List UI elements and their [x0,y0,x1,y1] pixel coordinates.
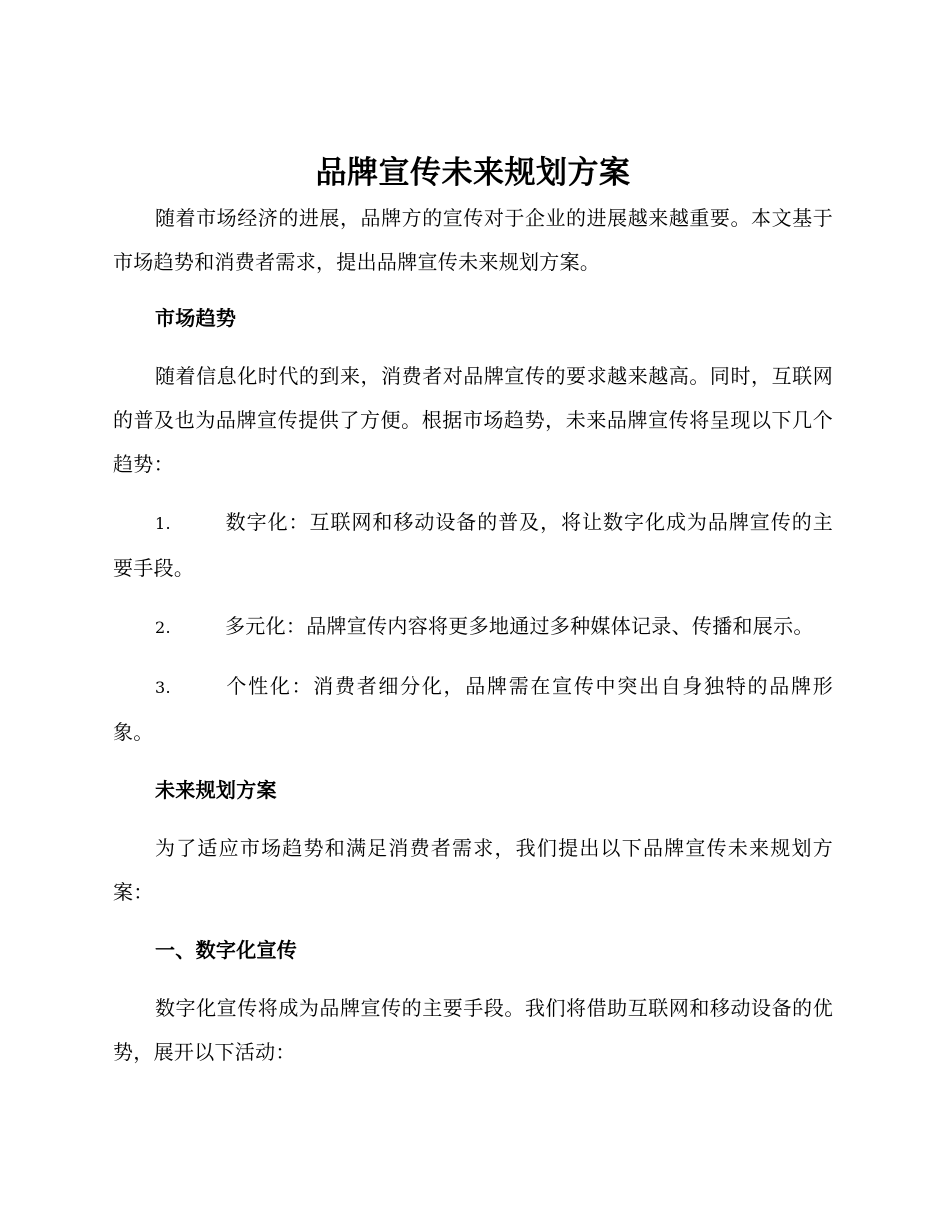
document-title: 品牌宣传未来规划方案 [315,155,631,191]
trend-list [113,500,833,754]
list-item-text: 多元化：品牌宣传内容将更多地通过多种媒体记录、传播和展示。 [225,614,814,638]
list-number: 2. [155,618,171,637]
list-number: 3. [155,678,171,697]
section-heading-digital-promotion: 一、数字化宣传 [155,938,298,962]
spacer [113,590,833,604]
list-item [113,604,833,650]
section-heading-future-plan: 未来规划方案 [155,778,277,802]
spacer [113,972,833,986]
market-trends-paragraph: 随着信息化时代的到来，消费者对品牌宣传的要求越来越高。同时，互联网的普及也为品牌宣传提供了方便。根据市场趋势，未来品牌宣传将呈现以下几个趋势： [113,364,833,476]
list-item-text: 个性化：消费者细分化，品牌需在宣传中突出自身独特的品牌形象。 [113,674,833,744]
list-item [113,500,833,590]
spacer [113,486,833,500]
spacer [113,650,833,664]
spacer [113,914,833,928]
list-item [113,664,833,754]
future-plan-paragraph: 为了适应市场趋势和满足消费者需求，我们提出以下品牌宣传未来规划方案： [113,836,833,904]
list-item-text: 数字化：互联网和移动设备的普及，将让数字化成为品牌宣传的主要手段。 [113,510,833,580]
document-body [113,150,833,1074]
list-number: 1. [155,514,171,533]
digital-promotion-paragraph: 数字化宣传将成为品牌宣传的主要手段。我们将借助互联网和移动设备的优势，展开以下活动： [113,996,833,1064]
section-heading-market-trends: 市场趋势 [155,306,237,330]
spacer [113,754,833,768]
spacer [113,340,833,354]
intro-paragraph: 随着市场经济的进展，品牌方的宣传对于企业的进展越来越重要。本文基于市场趋势和消费者需求，提出品牌宣传未来规划方案。 [113,206,833,274]
spacer [113,812,833,826]
spacer [113,284,833,296]
